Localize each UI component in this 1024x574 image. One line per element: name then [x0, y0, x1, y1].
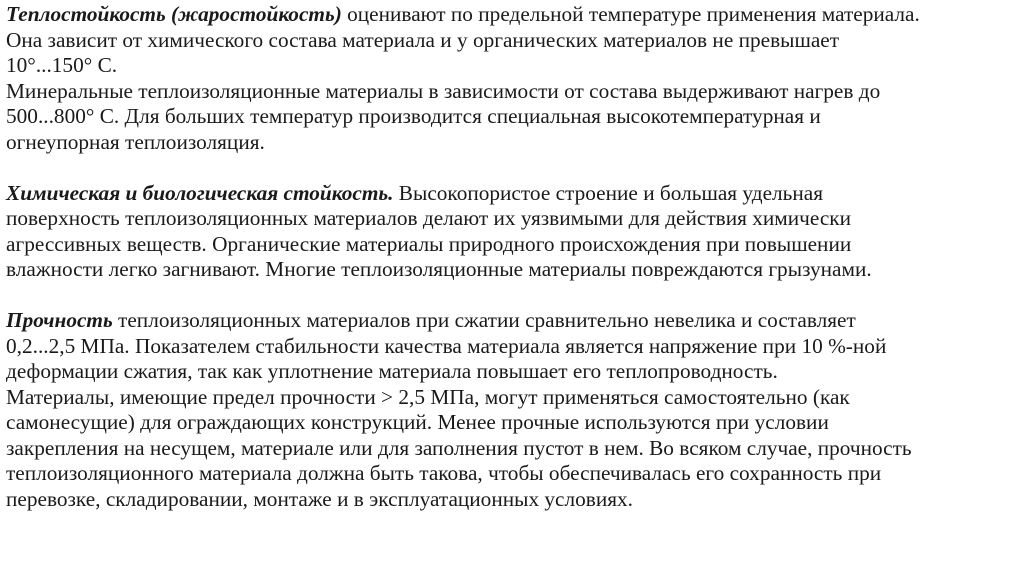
paragraph-line: огнеупорная теплоизоляция.	[6, 129, 265, 154]
term-strength: Прочность	[6, 308, 113, 332]
paragraph-line: 500...800° С. Для больших температур производится специальная высокотемпературная и	[6, 104, 821, 128]
paragraph-line: 0,2...2,5 МПа. Показателем стабильности качества материала является напряжение при 10 %-ной	[6, 333, 887, 358]
paragraph-line: перевозке, складировании, монтаже и в эксплуатационных условиях.	[6, 486, 634, 511]
paragraph-spacer	[6, 155, 1018, 181]
section-strength	[6, 308, 1018, 512]
section-heat-resistance	[6, 2, 1018, 155]
term-heat-resistance: Теплостойкость (жаростойкость)	[6, 2, 342, 26]
paragraph-line: Минеральные теплоизоляционные материалы в зависимости от состава выдерживают нагрев до	[6, 78, 881, 103]
term-chemical-biological-resistance: Химическая и биологическая стойкость.	[6, 180, 394, 205]
paragraph-line: самонесущие) для ограждающих конструкций. Менее прочные используются при условии	[6, 410, 829, 434]
paragraph-text: Высокопористое строение и большая удельная	[393, 180, 824, 205]
paragraph-line	[6, 181, 1018, 207]
paragraph-line: поверхность теплоизоляционных материалов делают их уязвимыми для действия химически	[6, 206, 852, 230]
paragraph-text: оценивают по предельной температуре применения материала.	[341, 2, 920, 26]
paragraph-line: 10°...150° С.	[6, 53, 118, 77]
paragraph-line: Она зависит от химического состава материала и у органических материалов не превышает	[6, 27, 840, 52]
paragraph-line: деформации сжатия, так как уплотнение материала повышает его теплопроводность.	[6, 359, 778, 383]
paragraph-line: влажности легко загнивают. Многие теплоизоляционные материалы повреждаются грызунами.	[6, 257, 872, 281]
section-chemical-biological-resistance	[6, 181, 1018, 283]
paragraph-spacer	[6, 283, 1018, 309]
paragraph-line	[6, 2, 1018, 28]
paragraph-line: агрессивных веществ. Органические материалы природного происхождения при повышении	[6, 231, 852, 256]
paragraph-line: теплоизоляционного материала должна быть такова, чтобы обеспечивалась его сохранность при	[6, 461, 882, 485]
paragraph-line: Материалы, имеющие предел прочности > 2,5 МПа, могут применяться самостоятельно (как	[6, 384, 850, 409]
paragraph-line	[6, 308, 1018, 334]
paragraph-line: закрепления на несущем, материале или для заполнения пустот в нем. Во всяком случае, прочность	[6, 435, 912, 460]
paragraph-text: теплоизоляционных материалов при сжатии сравнительно невелика и составляет	[112, 308, 856, 332]
